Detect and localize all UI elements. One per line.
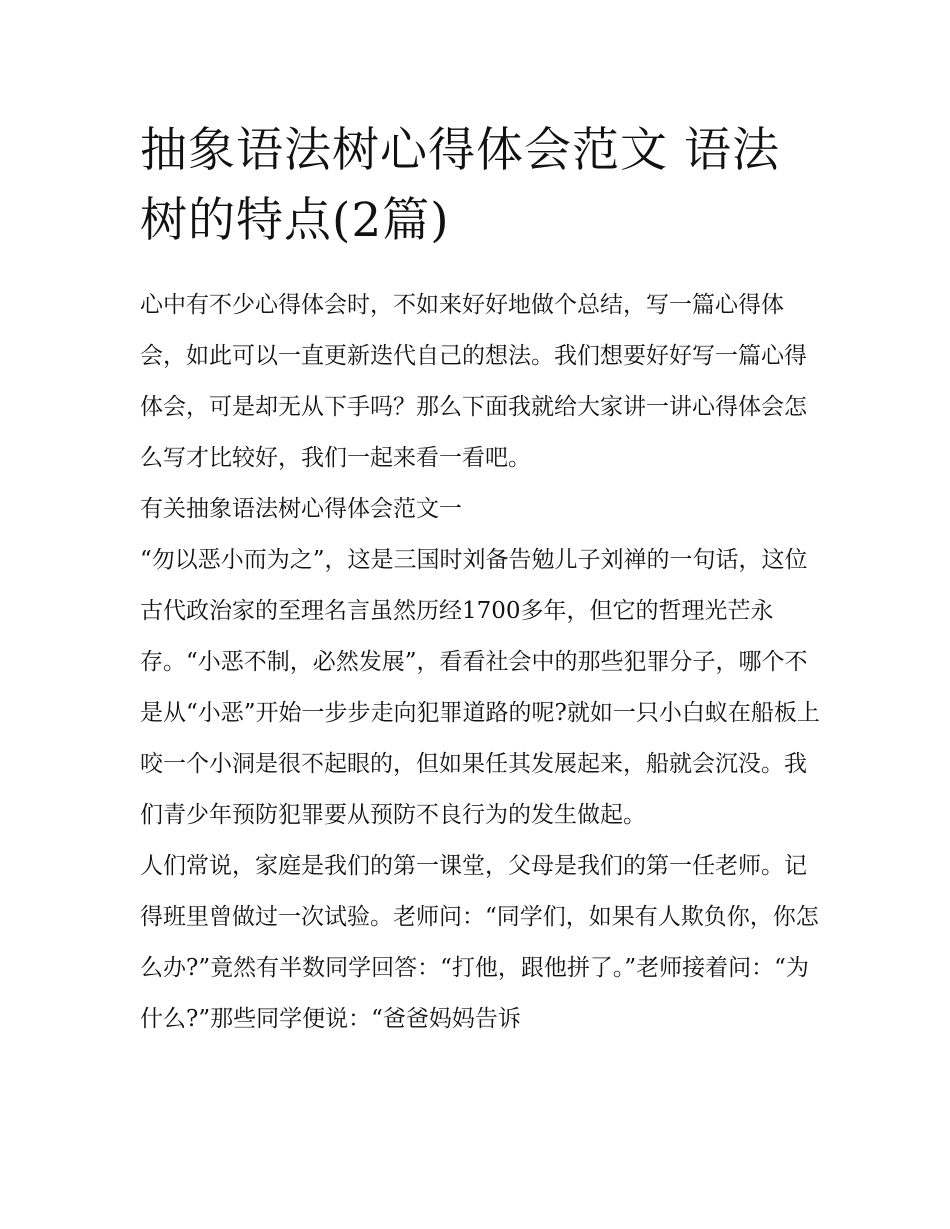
section-heading: 有关抽象语法树心得体会范文一 <box>140 496 462 522</box>
intro-paragraph: 心中有不少心得体会时，不如来好好地做个总结，写一篇心得体会，如此可以一直更新迭代自己的想法。我们想要好好写一篇心得体会，可是却无从下手吗？那么下面我就给大家讲一讲心得体会怎么写才比较好，我们一起来看一看吧。 <box>140 292 807 471</box>
document-body <box>140 280 820 1045</box>
document-title: 抽象语法树心得体会范文 语法树的特点(2篇) <box>140 123 780 248</box>
body-paragraph: 人们常说，家庭是我们的第一课堂，父母是我们的第一任老师。记得班里曾做过一次试验。老师问：“同学们，如果有人欺负你，你怎么办?”竟然有半数同学回答：“打他，跟他拼了。”老师接着问：“为什么?”那些同学便说：“爸爸妈妈告诉 <box>140 853 819 1032</box>
body-paragraph: “勿以恶小而为之”，这是三国时刘备告勉儿子刘禅的一句话，这位古代政治家的至理名言虽然历经1700多年，但它的哲理光芒永存。“小恶不制，必然发展”，看看社会中的那些犯罪分子，哪个不是从“小恶”开始一步步走向犯罪道路的呢?就如一只小白蚁在船板上咬一个小洞是很不起眼的，但如果任其发展起来，船就会沉没。我们青少年预防犯罪要从预防不良行为的发生做起。 <box>140 547 820 828</box>
